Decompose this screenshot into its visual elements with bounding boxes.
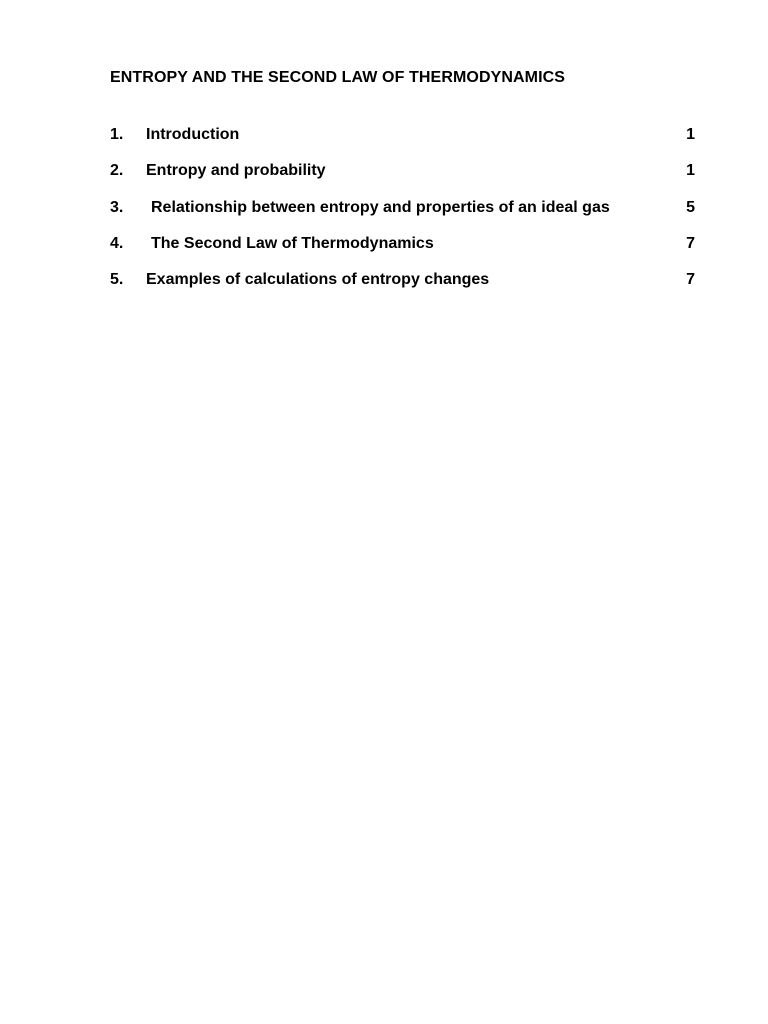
toc-entry-number: 1.	[110, 126, 124, 143]
toc-entry-title: The Second Law of Thermodynamics	[151, 234, 434, 252]
table-of-contents	[110, 125, 695, 306]
document-title: ENTROPY AND THE SECOND LAW OF THERMODYNAMICS	[110, 69, 566, 86]
toc-entry-ideal-gas	[110, 198, 695, 234]
toc-entry-page: 5	[686, 198, 695, 216]
toc-entry-page: 1	[686, 126, 695, 143]
toc-entry-number: 5.	[110, 271, 124, 289]
toc-entry-page: 7	[686, 271, 695, 289]
toc-entry-number: 4.	[110, 234, 124, 252]
toc-entry-examples	[110, 270, 695, 306]
toc-entry-title: Entropy and probability	[146, 162, 326, 180]
toc-entry-entropy-probability	[110, 161, 695, 197]
toc-entry-title: Relationship between entropy and properties of an ideal gas	[151, 198, 610, 216]
toc-entry-title: Introduction	[146, 126, 240, 143]
toc-entry-page: 7	[686, 234, 695, 252]
toc-entry-number: 3.	[110, 198, 124, 216]
toc-entry-introduction	[110, 125, 695, 161]
toc-entry-number: 2.	[110, 162, 124, 180]
toc-entry-title: Examples of calculations of entropy changes	[146, 271, 490, 289]
toc-entry-page: 1	[686, 162, 695, 180]
toc-entry-second-law	[110, 234, 695, 270]
